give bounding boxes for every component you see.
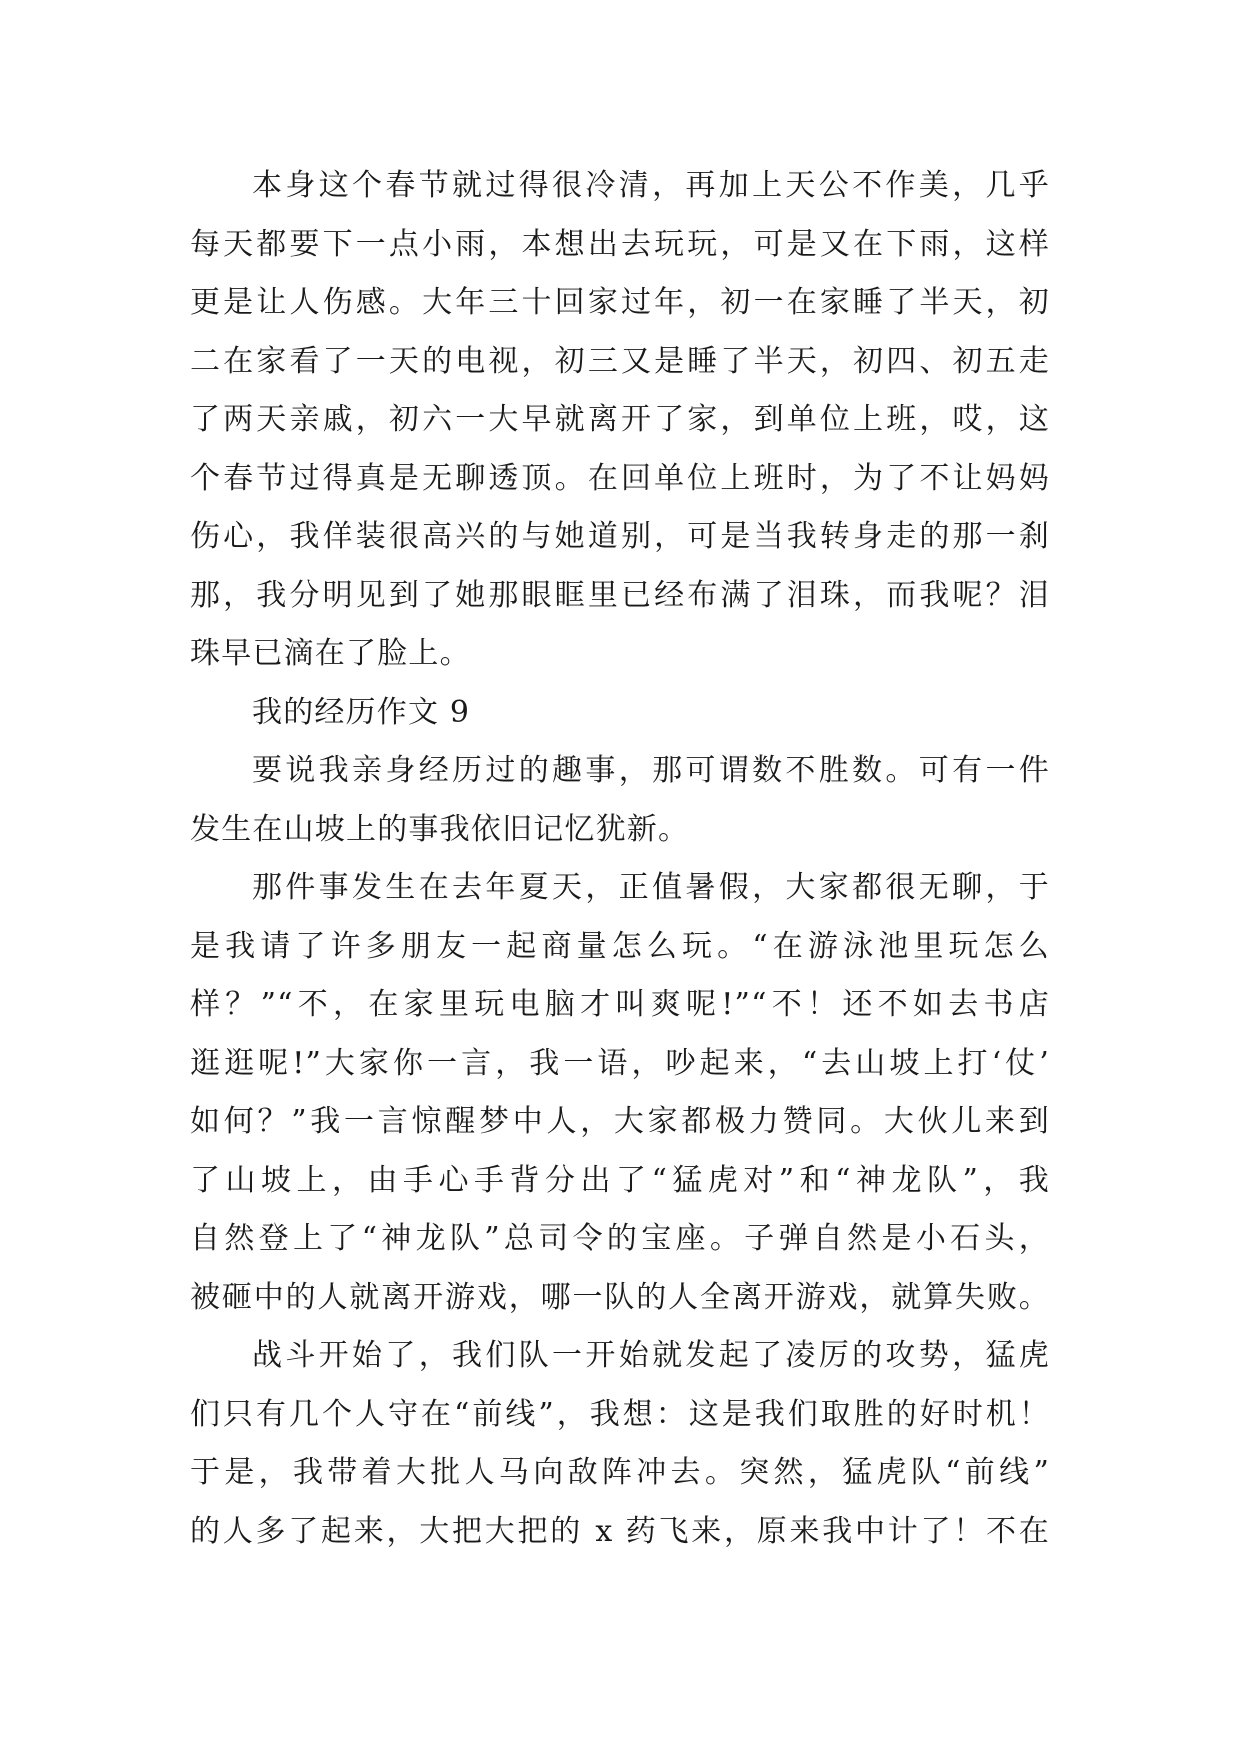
text-line: 逛逛呢!”大家你一言，我一语，吵起来，“去山坡上打‘仗’	[190, 1045, 1050, 1081]
text-line: 要说我亲身经历过的趣事，那可谓数不胜数。可有一件	[252, 753, 1050, 788]
text-line: 本身这个春节就过得很冷清，再加上天公不作美，几乎	[252, 168, 1050, 203]
text-line: 的人多了起来，大把大把的 x 药飞来，原来我中计了！不在	[190, 1513, 1050, 1549]
text-line: 样？”“不，在家里玩电脑才叫爽呢!”“不！还不如去书店	[190, 987, 1050, 1022]
text-line: 了山坡上，由手心手背分出了“猛虎对”和“神龙队”，我	[190, 1162, 1050, 1198]
paragraph-5	[190, 1327, 1050, 1561]
section-heading	[190, 684, 1050, 743]
text-line: 于是，我带着大批人马向敌阵冲去。突然，猛虎队“前线”	[190, 1455, 1050, 1490]
text-line: 二在家看了一天的电视，初三又是睡了半天，初四、初五走	[190, 343, 1050, 379]
text-line: 发生在山坡上的事我依旧记忆犹新。	[190, 811, 690, 847]
text-line: 珠早已滴在了脸上。	[190, 636, 471, 671]
text-line: 个春节过得真是无聊透顶。在回单位上班时，为了不让妈妈	[190, 460, 1050, 496]
text-line: 每天都要下一点小雨，本想出去玩玩，可是又在下雨，这样	[190, 226, 1050, 262]
text-line: 更是让人伤感。大年三十回家过年，初一在家睡了半天，初	[190, 285, 1050, 320]
paragraph-1	[190, 157, 1050, 684]
paragraph-3	[190, 742, 1050, 859]
text-line: 被砸中的人就离开游戏，哪一队的人全离开游戏，就算失败。	[190, 1279, 1050, 1315]
text-line: 战斗开始了，我们队一开始就发起了凌厉的攻势，猛虎	[252, 1338, 1050, 1373]
text-line: 如何？”我一言惊醒梦中人，大家都极力赞同。大伙儿来到	[190, 1104, 1050, 1139]
text-line: 自然登上了“神龙队”总司令的宝座。子弹自然是小石头，	[190, 1221, 1050, 1256]
text-line: 是我请了许多朋友一起商量怎么玩。“在游泳池里玩怎么	[190, 928, 1050, 964]
text-line: 那，我分明见到了她那眼眶里已经布满了泪珠，而我呢？泪	[190, 577, 1050, 613]
heading-line: 我的经历作文 9	[252, 694, 471, 730]
text-line: 那件事发生在去年夏天，正值暑假，大家都很无聊，于	[252, 870, 1050, 905]
text-line: 伤心，我佯装很高兴的与她道别，可是当我转身走的那一刹	[190, 519, 1050, 554]
document-body	[190, 157, 1050, 1561]
text-line: 们只有几个人守在“前线”，我想：这是我们取胜的好时机！	[190, 1396, 1050, 1432]
paragraph-4	[190, 859, 1050, 1327]
text-line: 了两天亲戚，初六一大早就离开了家，到单位上班，哎，这	[190, 402, 1050, 437]
